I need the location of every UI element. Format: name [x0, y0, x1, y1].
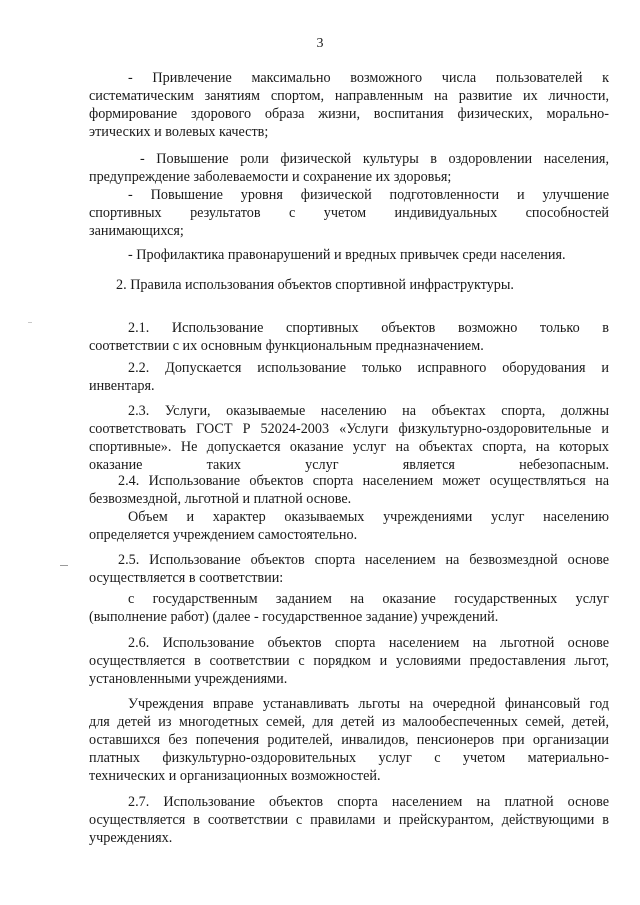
- text-line: осуществляется в соответствии:: [89, 570, 284, 586]
- text-line: безвозмездной, льготной и платной основе.: [89, 491, 352, 507]
- text-line: 2.7. Использование объектов спорта населением на платной основе: [128, 794, 609, 810]
- text-line: учреждениях.: [89, 830, 173, 846]
- text-line: установленными учреждениями.: [89, 671, 288, 687]
- text-line: соответствовать ГОСТ Р 52024-2003 «Услуги физкультурно-оздоровительные и: [89, 421, 609, 437]
- text-line: 2.6. Использование объектов спорта населением на льготной основе: [128, 635, 609, 651]
- text-line: 2.1. Использование спортивных объектов возможно только в: [128, 320, 609, 336]
- scan-mark: [28, 322, 32, 323]
- text-line: оставшихся без попечения родителей, инвалидов, пенсионеров при организации: [89, 732, 609, 748]
- text-line: - Повышение уровня физической подготовленности и улучшение: [128, 187, 609, 203]
- text-line: 2.5. Использование объектов спорта населением на безвозмездной основе: [118, 552, 609, 568]
- text-line: спортивные». Не допускается оказание услуг на объектах спорта, на которых: [89, 439, 609, 455]
- text-line: технических и организационных возможностей.: [89, 768, 381, 784]
- scan-mark: [60, 565, 68, 566]
- text-line: для детей из многодетных семей, для детей из малообеспеченных семей, детей,: [89, 714, 609, 730]
- text-line: систематическим занятиям спортом, направленным на развитие их личности,: [89, 88, 609, 104]
- section-heading: 2. Правила использования объектов спортивной инфраструктуры.: [116, 277, 514, 293]
- text-line: инвентаря.: [89, 378, 155, 394]
- text-line: предупреждение заболеваемости и сохранение их здоровья;: [89, 169, 452, 185]
- text-line: 2.4. Использование объектов спорта населением может осуществляться на: [118, 473, 609, 489]
- text-line: - Профилактика правонарушений и вредных привычек среди населения.: [128, 247, 566, 263]
- text-line: 2.2. Допускается использование только исправного оборудования и: [128, 360, 609, 376]
- text-line: занимающихся;: [89, 223, 184, 239]
- text-line: Объем и характер оказываемых учреждениями услуг населению: [128, 509, 609, 525]
- page-number: 3: [316, 36, 324, 51]
- text-line: 2.3. Услуги, оказываемые населению на объектах спорта, должны: [128, 403, 609, 419]
- text-line: платных физкультурно-оздоровительных услуг с учетом материально-: [89, 750, 609, 766]
- text-line: определяется учреждением самостоятельно.: [89, 527, 358, 543]
- text-line: - Привлечение максимально возможного числа пользователей к: [128, 70, 609, 86]
- text-line: Учреждения вправе устанавливать льготы на очередной финансовый год: [128, 696, 609, 712]
- text-line: с государственным заданием на оказание государственных услуг: [128, 591, 609, 607]
- text-line: формирование здорового образа жизни, воспитания физических, морально-: [89, 106, 609, 122]
- text-line: соответствии с их основным функциональным предназначением.: [89, 338, 484, 354]
- text-line: спортивных результатов с учетом индивидуальных способностей: [89, 205, 609, 221]
- text-line: оказание таких услуг является небезопасным.: [89, 457, 609, 473]
- text-line: осуществляется в соответствии с правилами и прейскурантом, действующими в: [89, 812, 609, 828]
- text-line: этических и волевых качеств;: [89, 124, 269, 140]
- text-line: (выполнение работ) (далее - государственное задание) учреждений.: [89, 609, 499, 625]
- text-line: осуществляется в соответствии с порядком и условиями предоставления льгот,: [89, 653, 609, 669]
- text-line: - Повышение роли физической культуры в оздоровлении населения,: [140, 151, 609, 167]
